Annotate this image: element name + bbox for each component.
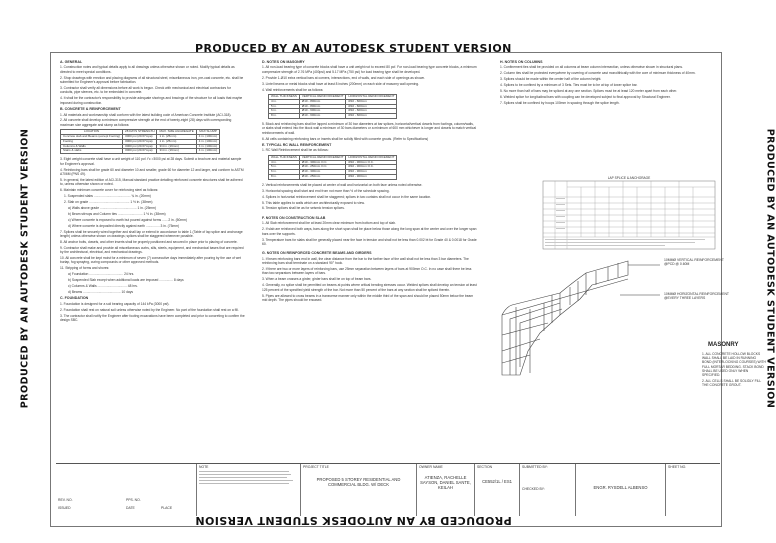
list-item: 1. Suspended slabs ........................................ ¾ in. (20mm) xyxy=(64,194,151,199)
table-cell: 4 in. (100mm) xyxy=(196,135,220,140)
table-cell: 4 in. (100mm) xyxy=(196,144,220,149)
title-block xyxy=(56,463,720,516)
note: 4. Reinforcing bars shall be grade 60 and diameter 10 and smaller, grade 60 for diameter 12 and larger, and conform to ASTM A706M (PNS 49). xyxy=(60,167,244,176)
table-cell: Ø10 - 250mm O.C. xyxy=(299,165,346,170)
checked-label: CHECKED BY: xyxy=(522,487,545,491)
table-header: VERTICAL REINFORCEMENT xyxy=(299,94,346,99)
note: 3. When a beam crosses a girder, girder bars shall be on top of beam bars. xyxy=(262,277,372,282)
signature-cell xyxy=(519,464,575,516)
table-cell: 3000 psi (20.67mpa) xyxy=(123,139,157,144)
note: 11. Stripping of forms and shores: xyxy=(60,266,110,271)
table-cell: Ø10 - 300mm xyxy=(299,170,346,175)
section-general-heading: A. GENERAL xyxy=(60,60,83,64)
table-cell: 8 in. xyxy=(269,175,300,180)
table-cell: 4 in. (100mm) xyxy=(196,149,220,154)
note: 5. In general, the latest edition of ACI-315, Manual standard practice detailing reinforced concrete structures shall be adhered to, unless otherwise shown or noted. xyxy=(60,177,243,187)
table-row xyxy=(269,114,397,119)
note-label: NOTE xyxy=(199,465,209,469)
note: 2. If there are two or more layers of reinforcing bars, use 25mm separation between layers of bars at 900mm O.C. In no case shall there be less than two separators between layers of bars. xyxy=(262,267,472,276)
list-item: c) Where concrete is exposed to earth but poured against forms ...... 2 in. (50mm) xyxy=(68,217,187,222)
note: 2. ALL CELLS SHALL BE SOLIDLY FILL THE CONCRETE GROUT. xyxy=(702,379,762,388)
table-cell: Ø10 - 300mm O.C. xyxy=(299,160,346,165)
table-cell: Ø10 - 600mm xyxy=(346,109,397,114)
note: 2. All concrete shall develop a minimum compressive strength at the end of twenty-eight (28) days with corresponding maximum size aggregate and slump as follows: xyxy=(60,118,232,127)
note: 5. Block and reinforcing bars shall be lapped a minimum of 30 bar diameters at bar splices, horizontal/vertical dowels from footings, column/walls, or slabs shall extend into the block wall a minimum of 30 bars diameters or a minimum of 600 mm whichever is longer and dowels to match vertical reinforcements of wall. xyxy=(262,121,477,135)
table-row xyxy=(61,149,220,154)
note: 3. The contractor shall notify the Engineer after footing excavations have been completed and prior to concreting to confirm the design SBC. xyxy=(60,313,245,323)
table-cell: Stairs & slabs xyxy=(61,149,123,154)
note: 4. Splices to be confined by a minimum of 3 Sets. Ties must be to be at top of lower splice bar. xyxy=(500,83,638,88)
note: 1. All non-load bearing type of concrete blocks shall have a unit weight not to exceed 80 pcf. For non-load bearing type concrete blocks, a minimum compressive strength of 2.76 MPa (400psi) and 5.17 MPa (750 psi) for load bearing type shall be developed. xyxy=(262,65,477,74)
section-value: CE552/1L / ES1 xyxy=(482,479,512,484)
note: 1. RC Wall Reinforcement shall be as follows: xyxy=(262,148,329,153)
masonry-notes-column xyxy=(262,58,477,304)
table-cell: Ø10 - 300mm xyxy=(346,170,397,175)
note: 1. If beam reinforcing bars end in wall, the clear distance from the bar to the farther face of the wall shall not be less than 3 bar diameters. The reinforcing bars shall terminate on a standard 90° hook. xyxy=(262,256,469,266)
list-item: 2. Slab on grade ............................................ 1 ½ in. (38mm) xyxy=(64,200,153,205)
watermark-right: PRODUCED BY AN AUTODESK STUDENT VERSION xyxy=(764,128,776,409)
note: 2. Vertical reinforcements shall be placed at center of wall and horizontal on both face unless noted otherwise. xyxy=(262,182,423,187)
masonry-title: MASONRY xyxy=(708,342,739,348)
table-cell: Ø10 - 800mm xyxy=(299,104,346,109)
note: 3. Lintel beams or metal blocks shall have at least 8 inches (200mm) on each side of masonry wall opening. xyxy=(262,81,420,86)
note: 2. Shop drawings with erection and placing diagrams of all structural steel, miscellaneous iron, pre-cast concrete, etc. shall be submitted for Engineer's approval before fabrication. xyxy=(60,75,244,85)
horizontal-reinforcement-callout: 10MMØ HORIZONTAL REINFORCEMENT @EVERY THREE LAYERS xyxy=(664,292,729,301)
note: 3. Horizontal spacing shall start and end from not more than ½ of the schedule spacing. xyxy=(262,188,390,193)
rc-wall-table xyxy=(268,155,397,180)
table-header: MAX. SIZE AGGREGATE xyxy=(157,130,196,135)
lap-splice-grid xyxy=(543,175,715,250)
table-cell: Footing xyxy=(61,139,123,144)
table-cell: Ø10 - 800mm xyxy=(299,99,346,104)
note: 3. Temperature bars for slabs shall be generally placed near the face in tension and shall not be less than 0.002 bt for Grade 40 & 0.0018 for Grade 60. xyxy=(262,237,477,246)
masonry-wall-drawing xyxy=(500,255,665,380)
table-cell: 1 in. (25mm) xyxy=(157,135,196,140)
note: 1. Confinement ties shall be provided on all columns at beam column intersection, unless otherwise shown in structural plans. xyxy=(500,65,683,70)
table-cell: 3000 psi (20.67mpa) xyxy=(123,144,157,149)
note: 7. Splices shall be confined by hoops 100mm in spacing through the splice length. xyxy=(500,100,620,105)
note: 10. All concrete shall be kept moist for a minimum of seven (7) consecutive days immediately after pouring by the use of wet burlap, fog spraying, curing compounds or other approved methods. xyxy=(60,256,241,265)
table-cell: 6 in. xyxy=(269,170,300,175)
note: 2. If slab are reinforced both ways, bars along the short span shall be place below those along the long span at the center and over the longer span bars over the supports. xyxy=(262,227,477,236)
section-masonry-heading: D. NOTES ON MASONRY xyxy=(262,60,305,64)
lap-splice-table xyxy=(543,175,715,250)
project-label: PROJECT TITLE xyxy=(303,465,329,469)
table-header: HORIZONTAL REINFORCEMENT xyxy=(346,155,397,160)
table-header: WALL THICKNESS xyxy=(269,155,300,160)
section-beams-heading: G. NOTES ON REINFORCED CONCRETE BEAMS AND GIRDERS xyxy=(262,251,372,256)
table-cell: Columns & Walls xyxy=(61,144,123,149)
note: 6. Welded splice for longitudinal bars with coupling can be developed subject to final approval by Structural Engineer. xyxy=(500,94,671,99)
list-item: a) Foundation ..................................... 24 hrs. xyxy=(68,272,135,277)
section-slab-heading: F. NOTES ON CONSTRUCTION SLAB xyxy=(262,215,326,220)
table-cell: Ø10 - 300mm O.C. xyxy=(346,165,397,170)
masonry-notes xyxy=(702,352,766,388)
note: 3. Contractor shall verify all dimensions before all work is begun. Check with mechanical and electrical contractors for conduits, pipe sleeves, etc. to be embedded in concrete. xyxy=(60,86,231,95)
table-cell: 3000 psi (20.67mpa) xyxy=(123,149,157,154)
table-cell: 5 in. xyxy=(269,165,300,170)
note: 3. Splices should be made within the center half of the column height. xyxy=(500,77,602,82)
table-cell: 3/4 in. (19mm) xyxy=(157,144,196,149)
section-columns-heading: H. NOTES ON COLUMNS xyxy=(500,60,543,64)
table-cell: 1 in. (25mm) xyxy=(157,139,196,144)
table-cell: 3/4 in. (19mm) xyxy=(157,149,196,154)
pps-label: PPS. NO. xyxy=(126,498,141,502)
instructor-cell xyxy=(575,464,665,516)
table-cell: Ø10 - 300mm O.C. xyxy=(346,160,397,165)
table-cell: Ø10 - 600mm xyxy=(346,114,397,119)
rev-label: REV. NO. xyxy=(58,498,73,502)
section-concrete-heading: B. CONCRETE & REINFORCEMENT xyxy=(60,107,121,112)
note: 1. ALL CONCRETE HOLLOW BLOCKS WALL SHALL BE LAID IN RUNNING BOND (INTERLOCKING COURSES) WITH FULL MORTAR BEDDING. STACK BOND SHALL BE USED ONLY WHEN SPECIFIED. xyxy=(702,352,766,378)
table-cell: 4 in. (100mm) xyxy=(196,139,220,144)
watermark-left: PRODUCED BY AN AUTODESK STUDENT VERSION xyxy=(19,128,31,409)
note: 5. This table applies to walls which are architecturally exposed to view. xyxy=(262,200,365,205)
list-item: d) Beams ......................................... 10 days xyxy=(68,290,134,295)
sheet-label: SHEET NO. xyxy=(668,465,687,469)
note: 2. Column ties shall be protected everywhere by covering of concrete cast monolithically with the core of minimum thickness of 40mm. xyxy=(500,71,696,76)
note: 6. Tension splices shall be as for seismic tension splices. xyxy=(262,206,345,211)
table-cell: 5 in. xyxy=(269,104,300,109)
masonry-wall-table xyxy=(268,94,397,119)
watermark-top: PRODUCED BY AN AUTODESK STUDENT VERSION xyxy=(195,42,512,55)
list-item: b) Suspended Slab except when additional loads are imposed ............... 8 days xyxy=(68,278,184,283)
note: 8. All anchor bolts, dowels, and other inserts shall be properly positioned and secured in place prior to placing of concrete. xyxy=(60,239,238,244)
table-cell: Ø10 - 300mm xyxy=(346,175,397,180)
note-cell xyxy=(196,464,300,516)
list-item: d) Where concrete is deposited directly against earth ............... 3 in. (75mm) xyxy=(68,223,180,228)
table-cell: 6 in. xyxy=(269,109,300,114)
table-header: VERTICAL REINFORCEMENT xyxy=(299,155,346,160)
list-item: c) Columns & Walls ................................ 48 hrs. xyxy=(68,284,138,289)
section-cell xyxy=(474,464,519,516)
note: 1. All materials and workmanship shall conform with the latest building code of American Concrete Institute (ACI-318). xyxy=(60,112,232,117)
issued-label: ISSUED xyxy=(58,506,71,510)
columns-notes-column xyxy=(500,58,715,107)
note: 4. Splices in horizontal reinforcement shall be staggered; splices in two curtains shall not occur in the same location. xyxy=(262,194,432,199)
table-cell: Concrete slab and Beams (except Footing) xyxy=(61,135,123,140)
sheet-number-cell xyxy=(665,464,720,516)
table-cell: 4 in. xyxy=(269,160,300,165)
owner-cell xyxy=(416,464,474,516)
section-rc-wall-heading: E. TYPICAL RC WALL REINFORCEMENT xyxy=(262,143,332,148)
list-item: a) Walls above grade ........................................ 1 in. (25mm) xyxy=(68,205,157,210)
date-label: DATE xyxy=(126,506,135,510)
table-cell: Ø10 - 600mm xyxy=(346,104,397,109)
table-header: 28 DAYS STRENGTH xyxy=(123,130,157,135)
owner-label: OWNER NAME xyxy=(419,465,443,469)
owner-names: ATIENZA, RACHELLE SAYSON, DANIEL SANTE, KEILAH xyxy=(420,475,471,491)
note: 4. It shall be the contractor's responsibility to provide adequate shorings and bracings of the structure for all loads that maybe imposed during construction. xyxy=(60,96,243,105)
table-cell: Ø10 - 600mm xyxy=(299,114,346,119)
note: 5. Pipes are allowed to cross beams in a transverse manner only within the middle third of the span and should be placed 50mm below the beam mid depth. The pipes should be encased. xyxy=(262,293,474,302)
note: 3. Eight weight concrete shall have a unit weight of 110 pcf. f'c >3000 psi at 28 days. Submit a brochure and material sample for Engineer's approval. xyxy=(60,157,242,166)
note: 2. Provide 1-Ø10 extra vertical bars at corners, intersections, end of walls, and each side of openings as shown. xyxy=(262,75,426,80)
table-header: MAX SLUMP xyxy=(196,130,220,135)
table-cell: 3000 psi (20.67mpa) xyxy=(123,135,157,140)
note: 6. All cells containing reinforcing bars or inserts shall be solidly filled with concrete grouts. (Refer to Specifications) xyxy=(262,136,429,141)
lap-splice-title: LAP SPLICE & ANCHORAGE xyxy=(607,176,651,180)
project-cell xyxy=(300,464,416,516)
concrete-mix-table xyxy=(60,129,220,154)
section-foundation-heading: C. FOUNDATION xyxy=(60,296,89,301)
table-header: WALL THICKNESS xyxy=(269,94,300,99)
note: 9. Contractor shall make and provide all miscellaneous curbs, sills, steels, equipment, and mechanical bases that are required by the architectural, electrical, and mechanical drawings. xyxy=(60,245,244,255)
table-cell: 8 in. xyxy=(269,114,300,119)
note: 2. Foundation shall rest on natural soil unless otherwise noted by the Engineer. No part of the foundation shall rest on a fill. xyxy=(60,307,239,312)
table-cell: Ø10 - 600mm xyxy=(299,109,346,114)
instructor-name: ENGR. RYSDELL ALBENSO xyxy=(593,485,648,490)
note: 4. Generally, no splice shall be permitted on beams at points where critical bending stresses occur. Welded splices shall develop an tension at least 125 percent of the specified yield strength of the bar. Not more than 50 percent of the bars at any section shall be spliced therein. xyxy=(262,283,477,292)
note: 1. All Slab reinforcement shall be at least 20mm clear minimum from bottom and top of slab. xyxy=(262,221,396,226)
note: 4. Wall reinforcements shall be as follows: xyxy=(262,87,324,92)
table-cell: Ø10 - 250mm xyxy=(299,175,346,180)
table-cell: 4 in. xyxy=(269,99,300,104)
note: 5. No more than half of bars may be spliced at any one section. Splices must be at least 120 meter apart from each other. xyxy=(500,89,678,94)
submitted-label: SUBMITTED BY: xyxy=(522,465,548,469)
note: 1. Construction notes and typical details apply to all drawings unless otherwise shown or noted. Modify typical details as directed to meet special conditions. xyxy=(60,65,235,74)
general-notes-column xyxy=(60,58,245,324)
project-title: PROPOSED 5 STOREY RESIDENTIAL AND COMMERCIAL BLDG. W/ DECK xyxy=(316,477,401,488)
table-header: HORIZONTAL REINFORCEMENT xyxy=(346,94,397,99)
note: 1. Foundation is designed for a soil bearing capacity of 144 kPa (3000 psf). xyxy=(60,301,170,306)
table-header: LOCATION xyxy=(61,130,123,135)
list-item: b) Beam stirrups and Column ties ........................... 1 ½ in. (38mm) xyxy=(68,211,166,216)
watermark-bottom: PRODUCED BY AN AUTODESK STUDENT VERSION xyxy=(195,514,512,527)
note: 7. Splices shall be securely wired together and shall lap or extend in accordance to table 1 (Table of lap splice and anchorage length) unless otherwise shown on drawings; splices shall be staggered whenever possible. xyxy=(60,229,243,238)
table-row xyxy=(269,175,397,180)
note: 6. Maintain minimum concrete cover for reinforcing steel as follows: xyxy=(60,188,159,193)
table-cell: Ø10 - 600mm xyxy=(346,99,397,104)
vertical-reinforcement-callout: 10MMØ VERTICAL REINFORCEMENT @PCD @ 0.60M xyxy=(664,258,724,267)
revision-cell xyxy=(56,464,196,516)
section-label: SECTION xyxy=(477,465,493,469)
masonry-wall-sketch xyxy=(500,255,665,380)
place-label: PLACE xyxy=(161,506,173,510)
